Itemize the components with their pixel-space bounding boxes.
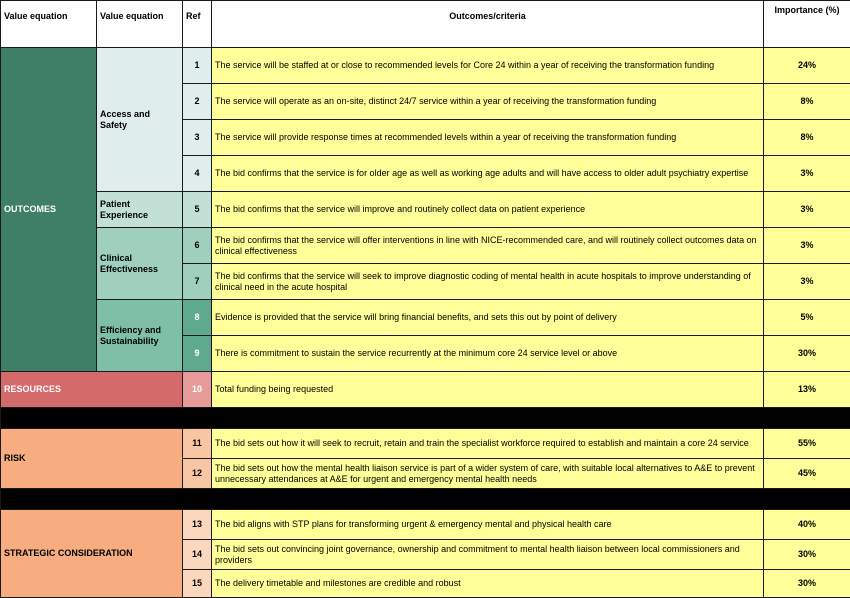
separator-row: [1, 408, 850, 429]
subgroup-clinical-effectiveness: Clinical Effectiveness: [97, 228, 183, 300]
importance-cell: 30%: [764, 540, 850, 570]
table-row: [1, 48, 850, 84]
criteria-cell: The delivery timetable and milestones are credible and robust: [212, 570, 764, 598]
criteria-cell: The service will operate as an on-site, distinct 24/7 service within a year of receiving the transformation funding: [212, 84, 764, 120]
importance-cell: 3%: [764, 156, 850, 192]
criteria-cell: The bid confirms that the service will seek to improve diagnostic coding of mental health in acute hospitals to improve understanding of clinical need in the acute hospital: [212, 264, 764, 300]
header-ref: Ref: [183, 1, 212, 48]
criteria-cell: Total funding being requested: [212, 372, 764, 408]
importance-cell: 8%: [764, 120, 850, 156]
ref-cell: 11: [183, 429, 212, 459]
criteria-cell: The bid aligns with STP plans for transforming urgent & emergency mental and physical health care: [212, 510, 764, 540]
criteria-cell: Evidence is provided that the service will bring financial benefits, and sets this out by point of delivery: [212, 300, 764, 336]
group-risk: RISK: [1, 429, 183, 489]
ref-cell: 10: [183, 372, 212, 408]
importance-cell: 55%: [764, 429, 850, 459]
importance-cell: 40%: [764, 510, 850, 540]
header-value-equation-2: Value equation: [97, 1, 183, 48]
importance-cell: 8%: [764, 84, 850, 120]
ref-cell: 9: [183, 336, 212, 372]
table-row: [1, 372, 850, 408]
header-value-equation-1: Value equation: [1, 1, 97, 48]
criteria-cell: There is commitment to sustain the service recurrently at the minimum core 24 service level or above: [212, 336, 764, 372]
importance-cell: 30%: [764, 336, 850, 372]
ref-cell: 14: [183, 540, 212, 570]
criteria-cell: The bid confirms that the service will offer interventions in line with NICE-recommended care, and will routinely collect outcomes data on clinical effectiveness: [212, 228, 764, 264]
subgroup-access-safety: Access and Safety: [97, 48, 183, 192]
ref-cell: 4: [183, 156, 212, 192]
ref-cell: 15: [183, 570, 212, 598]
header-row: [1, 1, 850, 48]
criteria-cell: The service will provide response times at recommended levels within a year of receiving the transformation funding: [212, 120, 764, 156]
table-row: [1, 510, 850, 540]
criteria-cell: The service will be staffed at or close to recommended levels for Core 24 within a year of receiving the transformation funding: [212, 48, 764, 84]
ref-cell: 5: [183, 192, 212, 228]
subgroup-efficiency-sustainability: Efficiency and Sustainability: [97, 300, 183, 372]
ref-cell: 8: [183, 300, 212, 336]
separator-row: [1, 489, 850, 510]
group-resources: RESOURCES: [1, 372, 183, 408]
ref-cell: 6: [183, 228, 212, 264]
ref-cell: 7: [183, 264, 212, 300]
table-row: [1, 429, 850, 459]
criteria-cell: The bid sets out how it will seek to recruit, retain and train the specialist workforce required to establish and maintain a core 24 service: [212, 429, 764, 459]
importance-cell: 30%: [764, 570, 850, 598]
table-row: [1, 228, 850, 264]
importance-cell: 13%: [764, 372, 850, 408]
importance-cell: 45%: [764, 459, 850, 489]
importance-cell: 3%: [764, 228, 850, 264]
separator-bar: [1, 489, 850, 510]
ref-cell: 2: [183, 84, 212, 120]
criteria-cell: The bid sets out convincing joint governance, ownership and commitment to mental health liaison between local commissioners and providers: [212, 540, 764, 570]
group-strategic-consideration: STRATEGIC CONSIDERATION: [1, 510, 183, 598]
importance-cell: 3%: [764, 192, 850, 228]
header-outcomes-criteria: Outcomes/criteria: [212, 1, 764, 48]
ref-cell: 3: [183, 120, 212, 156]
table-row: [1, 300, 850, 336]
header-importance: Importance (%): [764, 1, 850, 48]
ref-cell: 12: [183, 459, 212, 489]
importance-cell: 3%: [764, 264, 850, 300]
subgroup-patient-experience: Patient Experience: [97, 192, 183, 228]
group-outcomes: OUTCOMES: [1, 48, 97, 372]
criteria-cell: The bid confirms that the service will improve and routinely collect data on patient experience: [212, 192, 764, 228]
importance-cell: 24%: [764, 48, 850, 84]
ref-cell: 1: [183, 48, 212, 84]
table-row: [1, 192, 850, 228]
ref-cell: 13: [183, 510, 212, 540]
importance-cell: 5%: [764, 300, 850, 336]
separator-bar: [1, 408, 850, 429]
criteria-cell: The bid confirms that the service is for older age as well as working age adults and will have access to older adult psychiatry expertise: [212, 156, 764, 192]
criteria-cell: The bid sets out how the mental health liaison service is part of a wider system of care, with suitable local alternatives to A&E to prevent unnecessary attendances at A&E for urgent and emergency mental health needs: [212, 459, 764, 489]
